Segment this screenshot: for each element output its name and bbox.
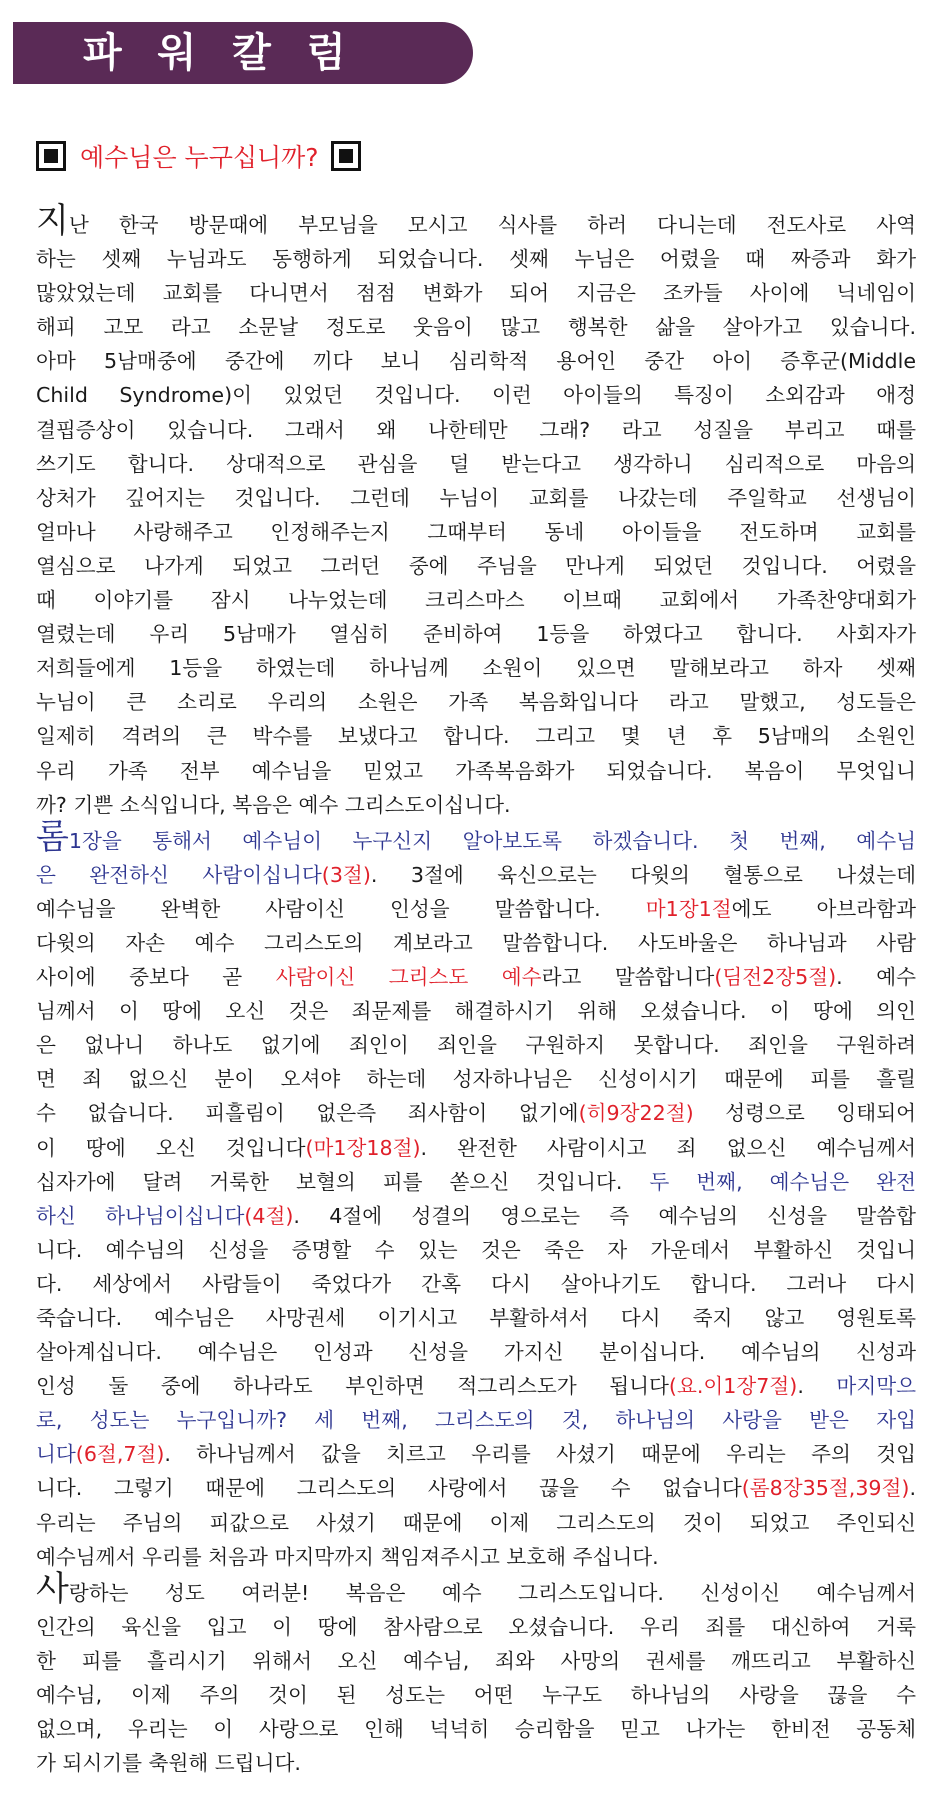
paragraph-1 [36,201,916,822]
text-span: 없으며, 우리는 이 사랑으로 인해 넉넉히 승리함을 믿고 나가는 한비전 공동체 [36,1717,916,1742]
text-line [36,583,916,617]
verse-reference: 마1장1절 [645,896,732,921]
text-span: 하는 셋째 누님과도 동행하게 되었습니다. 셋째 누님은 어렸을 때 짜증과 화가 [36,247,916,272]
text-span: 은 없나니 하나도 없기에 죄인이 죄인을 구원하지 못합니다. 죄인을 구원하려 [36,1033,916,1058]
text-line [36,378,916,412]
text-span: 라고 말씀합니다 [541,965,715,990]
text-span: 십자가에 달려 거룩한 보혈의 피를 쏟으신 것입니다. [36,1169,650,1194]
text-span: 저희들에게 1등을 하였는데 하나님께 소원이 있으면 말해보라고 하자 셋째 [36,656,916,681]
key-point-text: 하신 하나님이십니다 [36,1203,245,1228]
text-span: 인성 둘 중에 하나라도 부인하면 적그리스도가 됩니다 [36,1374,669,1399]
text-line [36,1028,916,1062]
text-span: 많았었는데 교회를 다니면서 점점 변화가 되어 지금은 조카들 사이에 닉네임이 [36,281,916,306]
text-line [36,1301,916,1335]
text-span: 랑하는 성도 여러분! 복음은 예수 그리스도입니다. 신성이신 예수님께서 [68,1580,916,1605]
text-line [36,1746,916,1780]
text-span: 이 땅에 오신 것입니다 [36,1135,306,1160]
text-line [36,1062,916,1096]
column-banner [13,22,473,84]
text-span: 우리는 주님의 피값으로 사셨기 때문에 이제 그리스도의 것이 되었고 주인되신 [36,1510,916,1535]
text-span: . 예수 [836,965,916,990]
text-line [36,1644,916,1678]
drop-initial: 지 [36,201,69,241]
text-span: 상처가 깊어지는 것입니다. 그런데 누님이 교회를 나갔는데 주일학교 선생님이 [36,485,916,510]
article-title: 예수님은 누구십니까? [80,143,319,172]
article-body [36,201,917,1780]
text-span: 다. 세상에서 사람들이 죽었다가 간혹 다시 살아나기도 합니다. 그러나 다시 [36,1271,916,1296]
text-span: 다윗의 자손 예수 그리스도의 계보라고 말씀합니다. 사도바울은 하나님과 사람 [36,930,916,955]
text-line [36,276,916,310]
text-span: 사이에 중보다 곧 [36,965,276,990]
text-line [36,1610,916,1644]
square-bullet-icon [331,141,361,171]
text-span: 죽습니다. 예수님은 사망권세 이기시고 부활하셔서 다시 죽지 않고 영원토록 [36,1306,916,1330]
text-span: 니다. 예수님의 신성을 증명할 수 있는 것은 죽은 자 가운데서 부활하신 것입니 [36,1237,916,1262]
text-line [36,858,916,892]
key-point-text: 은 완전하신 사람이십니다 [36,862,322,887]
drop-initial: 롬 [36,816,69,857]
text-line [36,994,916,1028]
text-line [36,754,916,788]
text-span: 해피 고모 라고 소문날 정도로 웃음이 많고 행복한 삶을 살아가고 있습니다. [36,315,916,340]
text-line [36,1678,916,1712]
text-span: 한 피를 흘리시기 위해서 오신 예수님, 죄와 사망의 권세를 깨뜨리고 부활하신 [36,1648,916,1673]
text-line [36,685,916,719]
text-line [36,201,916,242]
text-span: 누님이 큰 소리로 우리의 소원은 가족 복음화입니다 라고 말했고, 성도들은 [36,690,916,715]
text-span: . 3절에 육신으로는 다윗의 혈통으로 나셨는데 [370,862,917,887]
text-span: 님께서 이 땅에 오신 것은 죄문제를 해결하시기 위해 오셨습니다. 이 땅에 의인 [36,999,916,1024]
text-span: 수 없습니다. 피흘림이 없은즉 죄사함이 없기에 [36,1101,579,1126]
text-line [36,1335,916,1369]
text-line [36,1369,916,1403]
text-span: 쓰기도 합니다. 상대적으로 관심을 덜 받는다고 생각하니 심리적으로 마음의 [36,451,916,476]
text-span: 예수님, 이제 주의 것이 된 성도는 어떤 누구도 하나님의 사랑을 끊을 수 [36,1683,916,1708]
key-point-text: 로, 성도는 누구입니까? 세 번째, 그리스도의 것, 하나님의 사랑을 받은 자입 [36,1408,916,1433]
text-span: 면 죄 없으신 분이 오셔야 하는데 성자하나님은 신성이시기 때문에 피를 흘릴 [36,1067,916,1092]
text-line [36,1568,916,1610]
text-line [36,1540,916,1574]
text-span: 에도 아브라함과 [731,896,916,921]
verse-reference: 사람이신 그리스도 예수 [275,965,542,990]
text-line [36,549,916,583]
text-span: . [797,1374,837,1399]
text-line [36,1437,916,1471]
text-span: 일제히 격려의 큰 박수를 보냈다고 합니다. 그리고 몇 년 후 5남매의 소원인 [36,724,916,749]
paragraph-2 [36,816,917,1574]
text-span: . 하나님께서 값을 치르고 우리를 사셨기 때문에 우리는 주의 것입 [164,1442,916,1467]
text-span: 열심으로 나가게 되었고 그러던 중에 주님을 만나게 되었던 것입니다. 어렸을 [36,553,916,578]
verse-reference: (딤전2장5절) [714,965,837,990]
text-line [36,1506,916,1540]
text-span: . 완전한 사람이시고 죄 없으신 예수님께서 [420,1135,917,1160]
verse-reference: (마1장18절) [305,1135,421,1160]
text-span: 성령으로 잉태되어 [693,1101,916,1126]
text-line [36,447,916,481]
text-line [36,310,916,344]
text-span: Child Syndrome)이 있었던 것입니다. 이런 아이들의 특징이 소외감과 애정 [36,383,916,408]
text-line [36,1131,916,1165]
text-line [36,788,916,822]
verse-reference: (히9장22절) [578,1101,694,1126]
text-span: 살아계십니다. 예수님은 인성과 신성을 가지신 분이십니다. 예수님의 신성과 [36,1340,916,1365]
text-line [36,1712,916,1746]
banner-title: 파워칼럼 [83,30,382,76]
text-span: 우리 가족 전부 예수님을 믿었고 가족복음화가 되었습니다. 복음이 무엇입니 [36,758,916,783]
verse-reference: (3절) [321,862,371,887]
text-line [36,1267,916,1301]
paragraph-3 [36,1568,916,1781]
text-line [36,816,916,858]
text-line [36,344,916,378]
key-point-text: 1장을 통해서 예수님이 누구신지 알아보도록 하겠습니다. 첫 번째, 예수님 [68,828,916,853]
verse-reference: (4절) [244,1203,294,1228]
text-line [36,960,916,994]
text-line [36,651,916,685]
text-line [36,1165,916,1199]
text-line [36,1233,916,1267]
text-line [36,892,916,926]
text-span: 열렸는데 우리 5남매가 열심히 준비하여 1등을 하였다고 합니다. 사회자가 [36,622,916,647]
square-bullet-icon [36,141,66,171]
text-span: . [909,1476,916,1501]
text-line [36,413,916,447]
text-span: 가 되시기를 축원해 드립니다. [36,1751,301,1776]
text-span: 예수님을 완벽한 사람이신 인성을 말씀합니다. [36,896,646,921]
text-span: 결핍증상이 있습니다. 그래서 왜 나한테만 그래? 라고 성질을 부리고 때를 [36,417,916,442]
key-point-text: 니다 [36,1442,76,1467]
text-line [36,1471,916,1505]
verse-reference: (6절,7절) [75,1442,165,1467]
text-span: 인간의 육신을 입고 이 땅에 참사람으로 오셨습니다. 우리 죄를 대신하여 거룩 [36,1614,916,1639]
text-line [36,1096,916,1130]
key-point-text: 두 번째, 예수님은 완전 [649,1169,916,1194]
text-span: 때 이야기를 잠시 나누었는데 크리스마스 이브때 교회에서 가족찬양대회가 [36,588,916,613]
text-span: 까? 기쁜 소식입니다, 복음은 예수 그리스도이십니다. [36,792,511,817]
text-span: 얼마나 사랑해주고 인정해주는지 그때부터 동네 아이들을 전도하며 교회를 [36,519,916,544]
text-line [36,1199,916,1233]
drop-initial: 사 [36,1568,69,1609]
text-line [36,719,916,753]
key-point-text: 마지막으 [836,1374,916,1399]
text-span: 예수님께서 우리를 처음과 마지막까지 책임져주시고 보호해 주십니다. [36,1544,659,1569]
text-span: 니다. 그렇기 때문에 그리스도의 사랑에서 끊을 수 없습니다 [36,1476,742,1501]
text-line [36,515,916,549]
text-span: 아마 5남매중에 중간에 끼다 보니 심리학적 용어인 중간 아이 증후군(Middle [36,349,916,374]
verse-reference: (롬8장35절,39절) [741,1476,910,1501]
text-span: . 4절에 성결의 영으로는 즉 예수님의 신성을 말씀합 [293,1203,916,1228]
text-line [36,617,916,651]
text-line [36,242,916,276]
text-line [36,926,916,960]
text-line [36,1403,916,1437]
text-line [36,481,916,515]
text-span: 난 한국 방문때에 부모님을 모시고 식사를 하러 다니는데 전도사로 사역 [68,213,916,237]
article-title-row [36,138,361,174]
verse-reference: (요.이1장7절) [668,1374,798,1399]
